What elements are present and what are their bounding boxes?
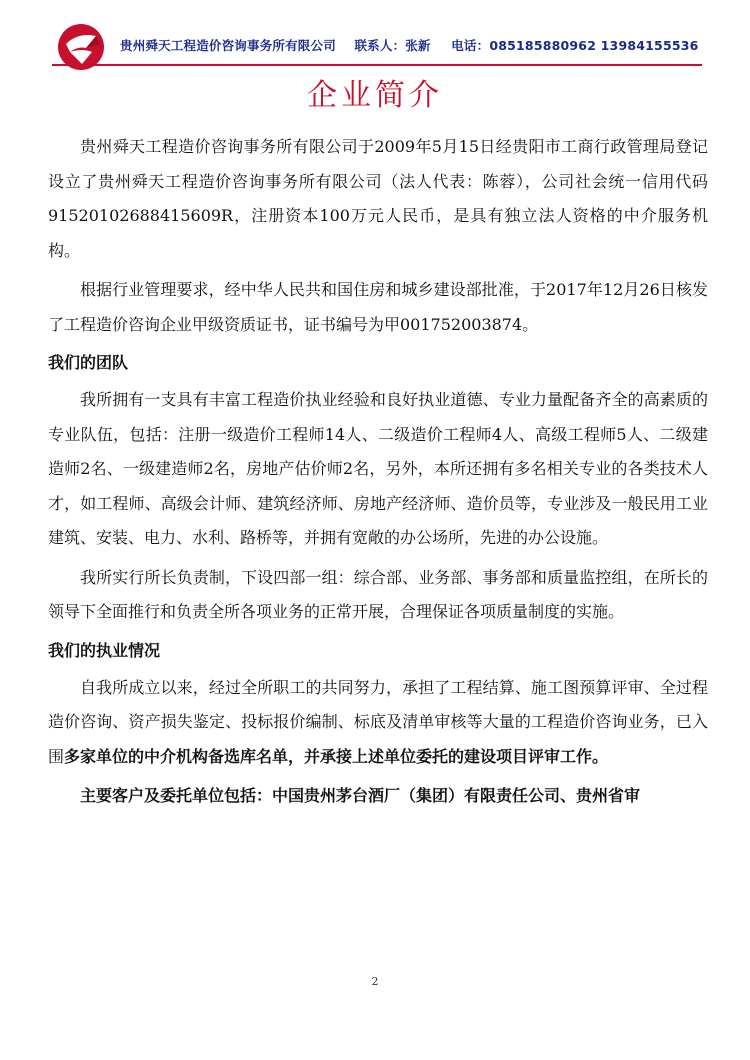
phone-number: 电话：085185880962 13984155536	[451, 38, 699, 53]
contact-person: 联系人：张新	[354, 38, 431, 53]
practice-paragraph-1	[48, 671, 708, 775]
team-paragraph-1: 我所拥有一支具有丰富工程造价执业经验和良好执业道德、专业力量配备齐全的高素质的专业队伍，包括：注册一级造价工程师14人、二级造价工程师4人、高级工程师5人、二级建造师2名、一级建造师2名，房地产估价师2名，另外，本所还拥有多名相关专业的各类技术人才，如工程师、高级会计师、建筑经济师、房地产经济师、造价员等，专业涉及一般民用工业建筑、安装、电力、水利、路桥等，并拥有宽敞的办公场所，先进的办公设施。	[48, 390, 708, 547]
team-heading: 我们的团队	[48, 353, 129, 372]
document-body	[48, 130, 708, 819]
team-paragraph-2: 我所实行所长负责制，下设四部一组：综合部、业务部、事务部和质量监控组，在所长的领导下全面推行和负责全所各项业务的正常开展，合理保证各项质量制度的实施。	[48, 567, 708, 621]
clients-paragraph	[48, 779, 708, 814]
practice-text-bold: 多家单位的中介机构备选库名单，并承接上述单位委托的建设项目评审工作。	[64, 746, 609, 766]
page-title: 企业简介	[307, 78, 443, 113]
clients-text-bold: 主要客户及委托单位包括：中国贵州茅台酒厂（集团）有限责任公司、贵州省审	[80, 786, 641, 805]
header-text	[120, 36, 713, 54]
page-number: 2	[371, 975, 379, 988]
intro-paragraph-1: 贵州舜天工程造价咨询事务所有限公司于2009年5月15日经贵阳市工商行政管理局登记设立了贵州舜天工程造价咨询事务所有限公司（法人代表：陈蓉），公司社会统一信用代码91520102688415609R，注册资本100万元人民币，是具有独立法人资格的中介服务机构。	[48, 137, 708, 260]
company-name: 贵州舜天工程造价咨询事务所有限公司	[120, 38, 336, 53]
header-divider	[52, 64, 702, 66]
practice-heading: 我们的执业情况	[48, 640, 161, 660]
practice-text-normal: 自我所成立以来，经过全所职工的共同努力，承担了工程结算、施工图预算评审、全过程造价咨询、资产损失鉴定、投标报价编制、标底及清单审核等大量的工程造价咨询业务，已入围	[48, 677, 708, 766]
intro-paragraph-2: 根据行业管理要求，经中华人民共和国住房和城乡建设部批准，于2017年12月26日核发了工程造价咨询企业甲级资质证书，证书编号为甲001752003874。	[48, 280, 708, 334]
